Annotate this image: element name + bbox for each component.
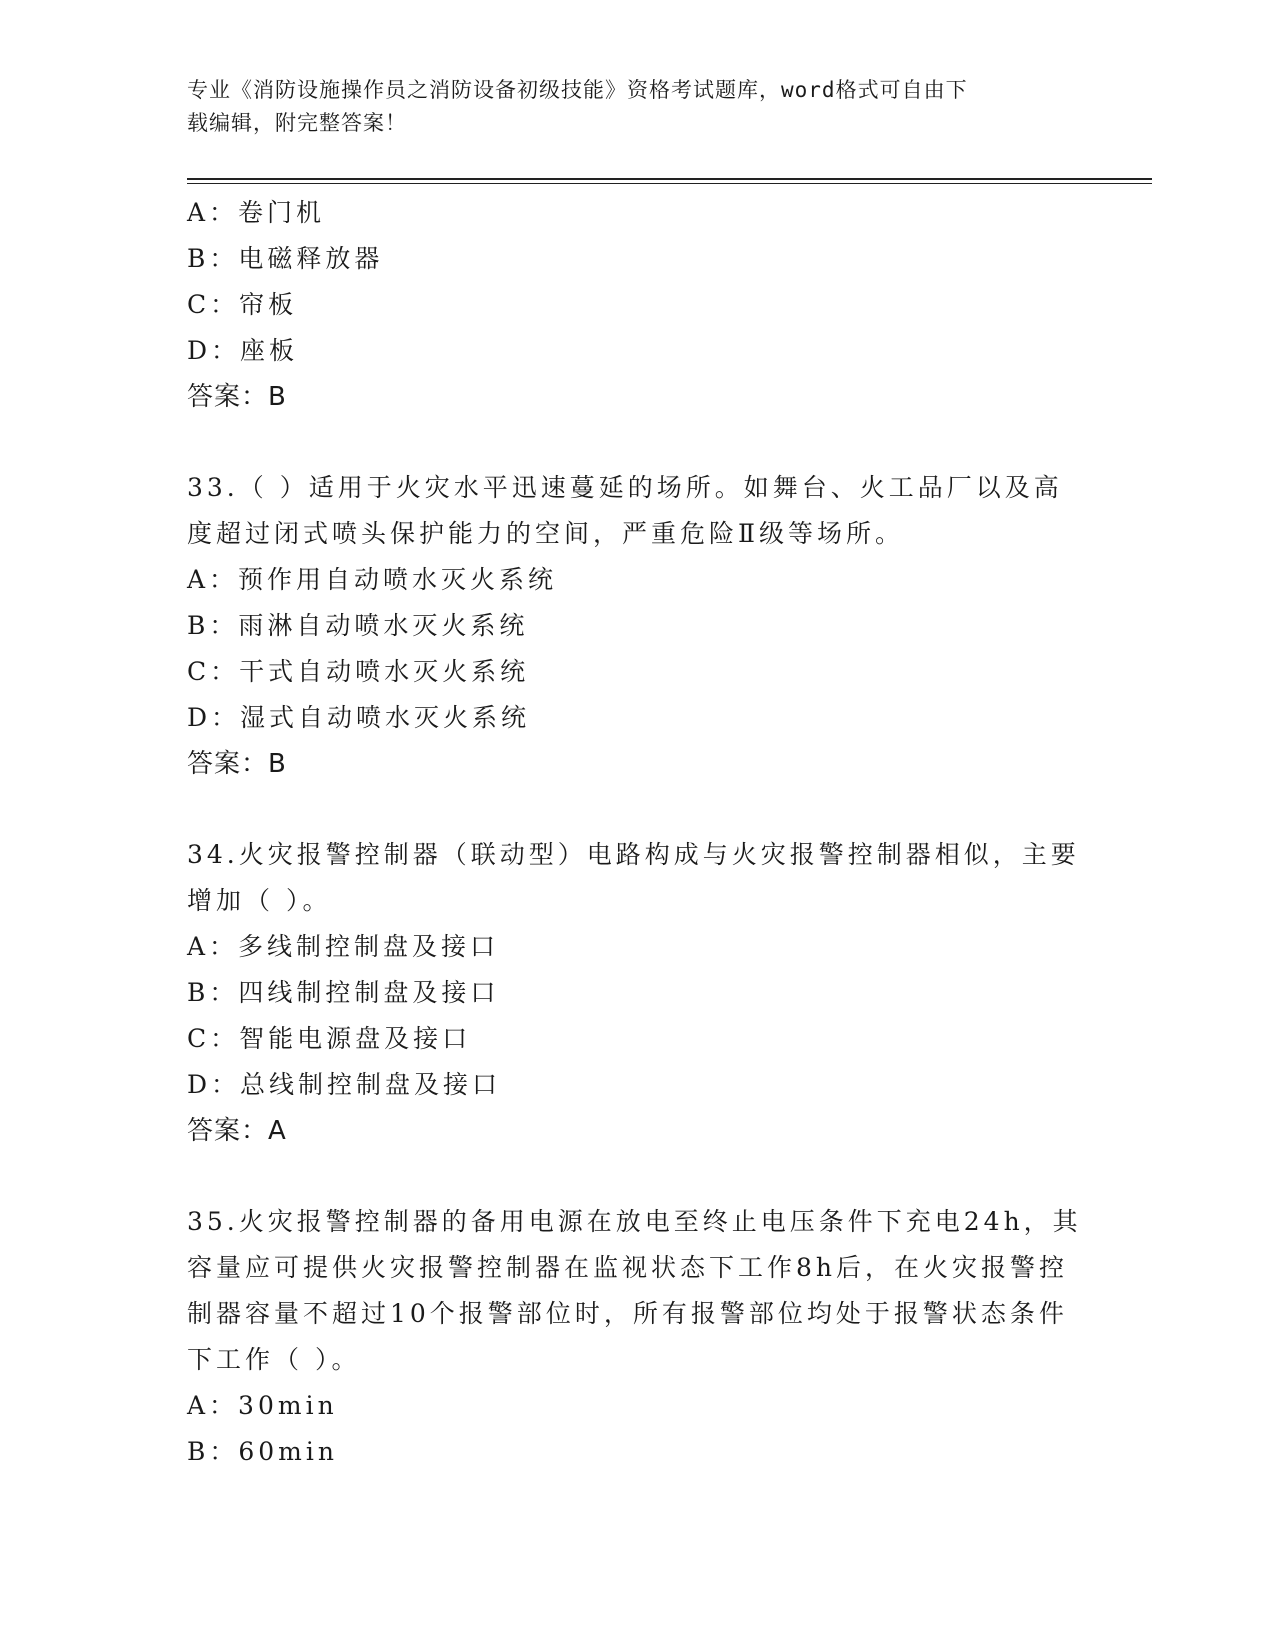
option-a: A：30min [187, 1391, 338, 1420]
question-33 [187, 465, 1087, 787]
header-line-1: 专业《消防设施操作员之消防设备初级技能》资格考试题库，word格式可自由下 [187, 78, 968, 102]
answer: 答案：A [187, 1116, 287, 1146]
answer: 答案：B [187, 749, 287, 779]
option-b: B：电磁释放器 [187, 244, 384, 273]
option-b: B：四线制控制盘及接口 [187, 978, 500, 1007]
question-stem-line: 度超过闭式喷头保护能力的空间，严重危险Ⅱ级等场所。 [187, 519, 904, 548]
question-spacer [187, 1154, 1087, 1199]
option-a: A：卷门机 [187, 198, 326, 227]
question-stem-line: 35.火灾报警控制器的备用电源在放电至终止电压条件下充电24h，其 [187, 1207, 1082, 1236]
header-divider-thin [187, 183, 1152, 184]
question-stem-line: 容量应可提供火灾报警控制器在监视状态下工作8h后，在火灾报警控 [187, 1253, 1069, 1282]
option-b: B：60min [187, 1437, 338, 1466]
option-a: A：预作用自动喷水灭火系统 [187, 565, 558, 594]
document-header [187, 74, 1067, 140]
option-d: D：湿式自动喷水灭火系统 [187, 703, 531, 732]
option-c: C：干式自动喷水灭火系统 [187, 657, 530, 686]
option-d: D：座板 [187, 336, 299, 365]
question-35 [187, 1199, 1087, 1475]
header-line-2: 载编辑，附完整答案！ [187, 111, 407, 135]
answer: 答案：B [187, 382, 287, 412]
question-stem-line: 下工作（ ）。 [187, 1345, 361, 1374]
option-c: C：智能电源盘及接口 [187, 1024, 472, 1053]
option-a: A：多线制控制盘及接口 [187, 932, 500, 961]
question-spacer [187, 787, 1087, 832]
question-stem-line: 增加（ ）。 [187, 886, 332, 915]
question-list [187, 190, 1087, 1475]
question-spacer [187, 420, 1087, 465]
header-divider-thick [187, 178, 1152, 180]
question-34 [187, 832, 1087, 1154]
option-c: C：帘板 [187, 290, 298, 319]
question-stem-line: 33.（ ）适用于火灾水平迅速蔓延的场所。如舞台、火工品厂以及高 [187, 473, 1063, 502]
option-b: B：雨淋自动喷水灭火系统 [187, 611, 529, 640]
option-d: D：总线制控制盘及接口 [187, 1070, 502, 1099]
question-stem-line: 34.火灾报警控制器（联动型）电路构成与火灾报警控制器相似，主要 [187, 840, 1080, 869]
question-32 [187, 190, 1087, 420]
question-stem-line: 制器容量不超过10个报警部位时，所有报警部位均处于报警状态条件 [187, 1299, 1068, 1328]
